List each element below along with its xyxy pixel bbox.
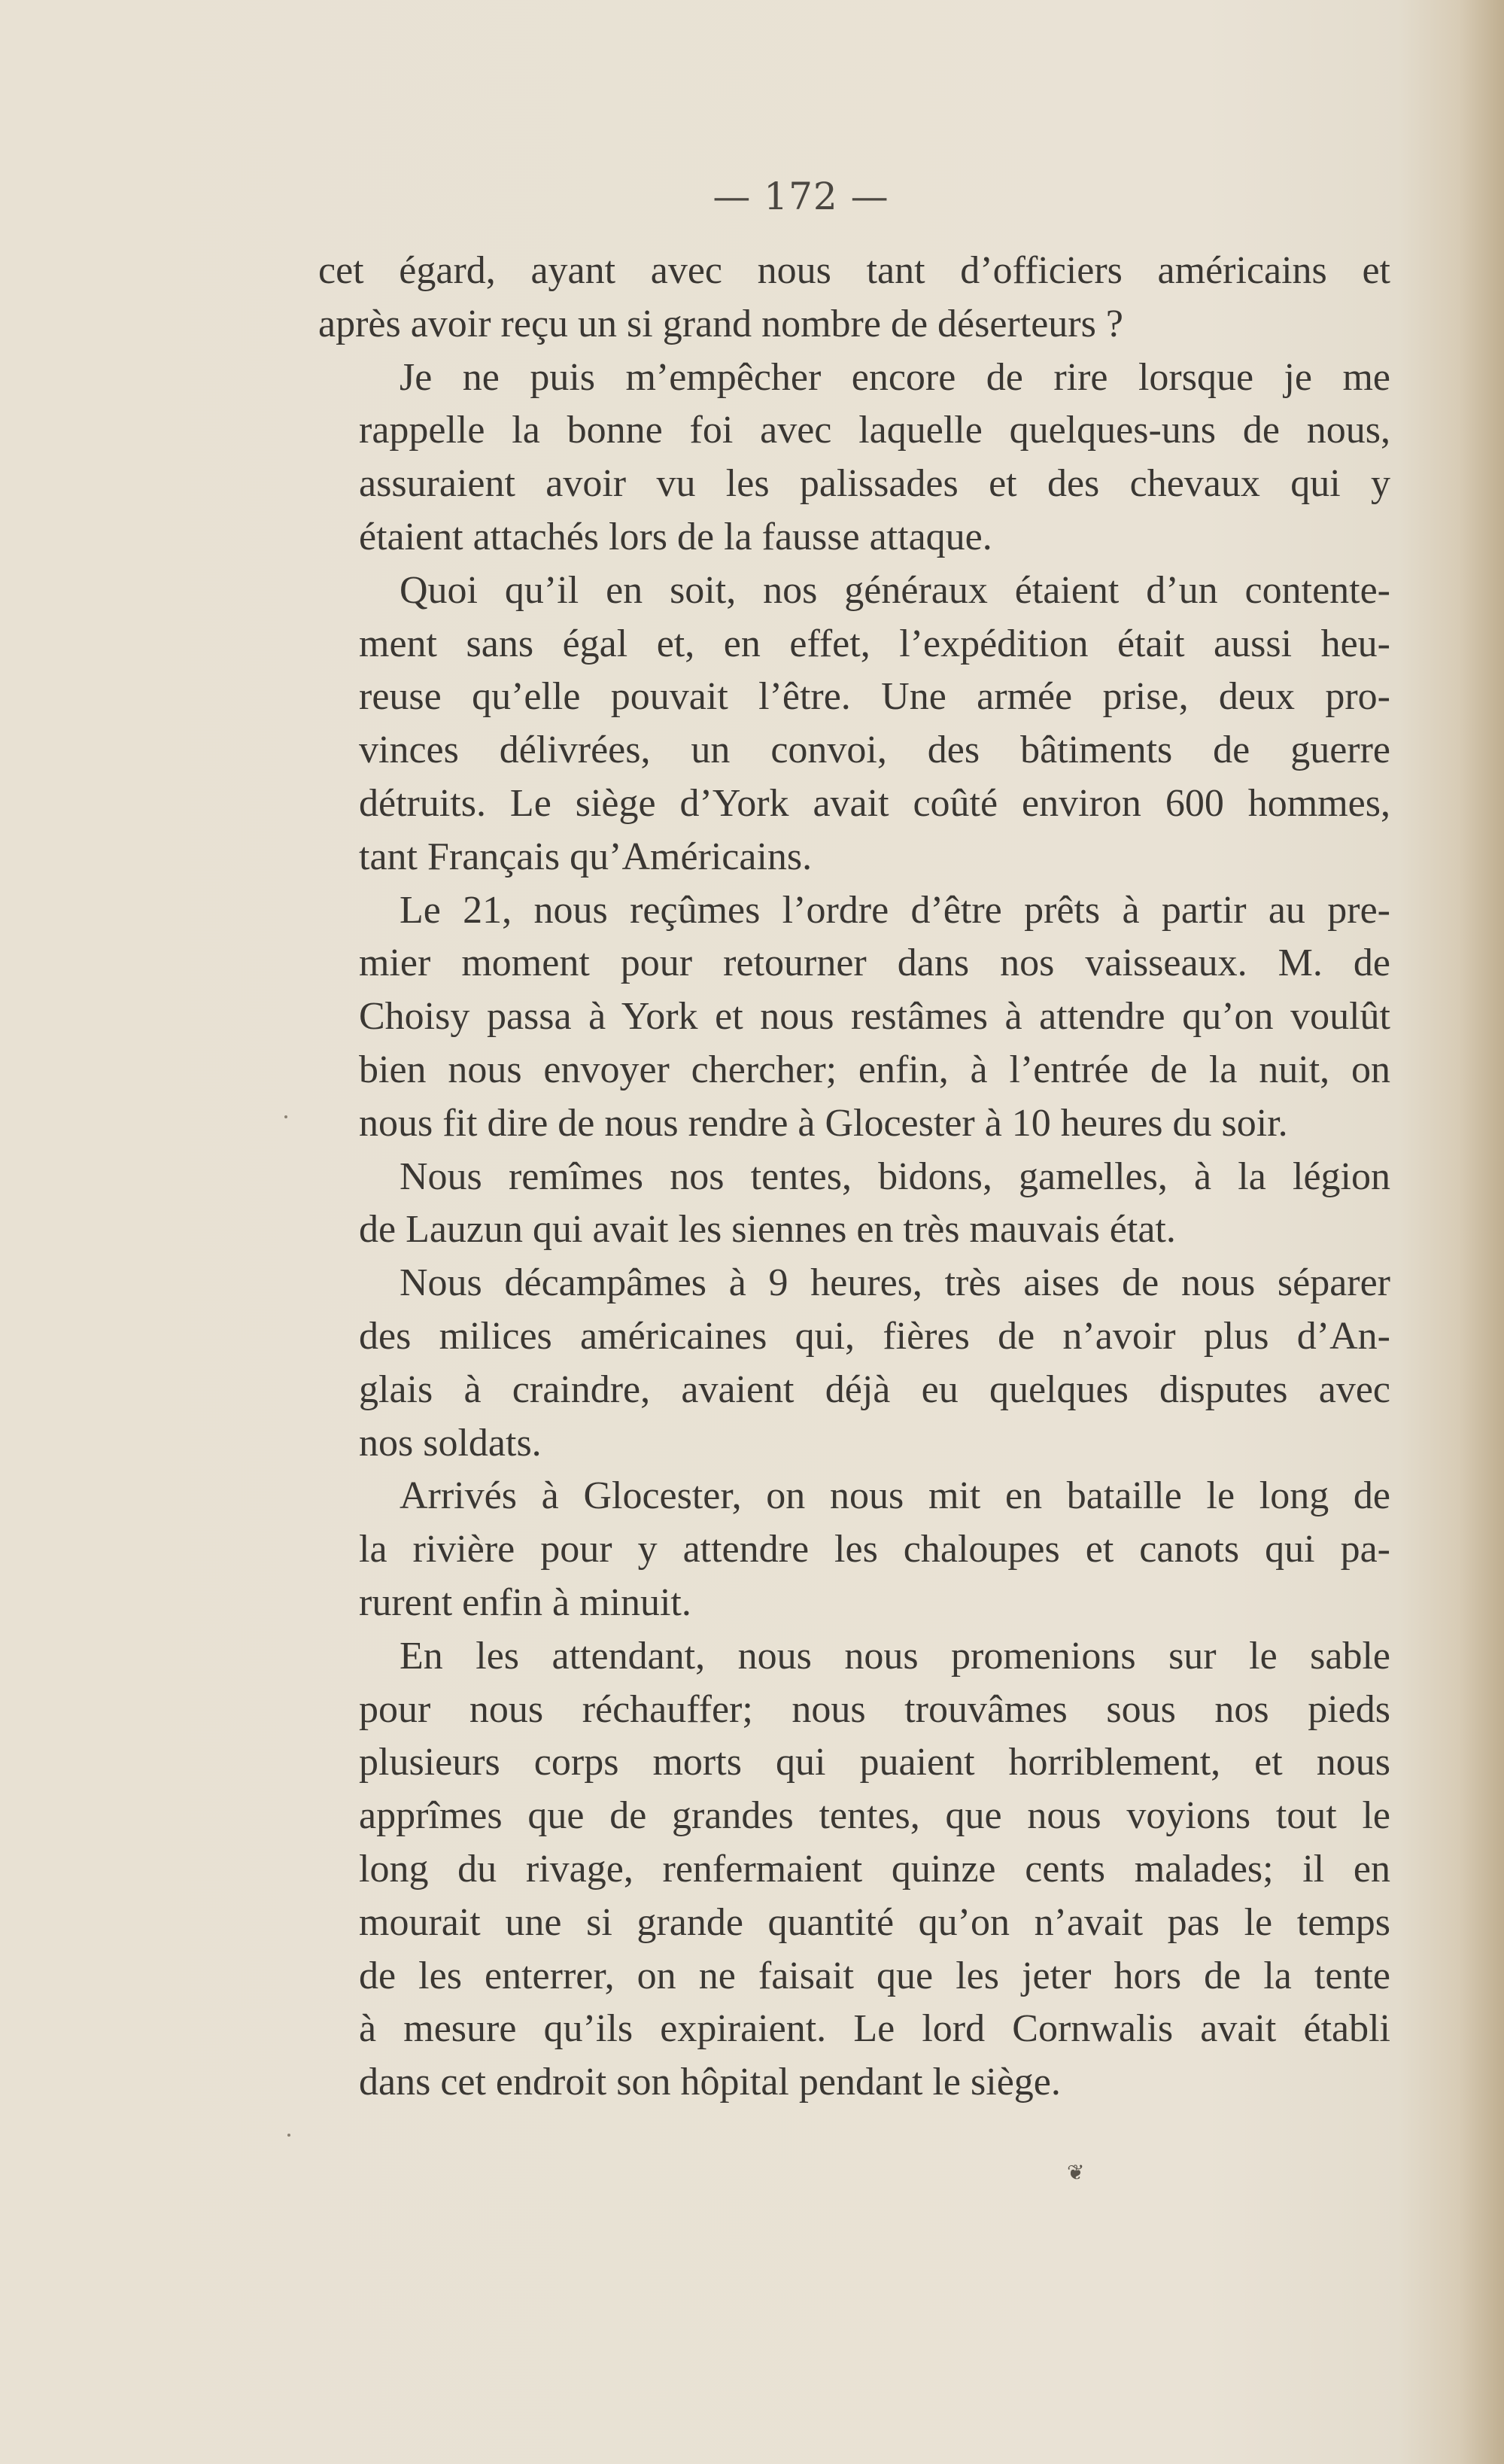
text-line: reuse qu’elle pouvait l’être. Une armée prise, deux pro- [359,675,1390,719]
text-line: long du rivage, renfermaient quinze cents malades; il en [359,1847,1390,1891]
text-line: assuraient avoir vu les palissades et des chevaux qui y [359,462,1390,506]
paragraph [318,1257,1390,1470]
text-line: Choisy passa à York et nous restâmes à attendre qu’on voulût [359,995,1390,1039]
paragraph [318,564,1390,884]
text-line: Quoi qu’il en soit, nos généraux étaient d’un contente- [400,568,1390,612]
paragraph [318,351,1390,564]
text-line: à mesure qu’ils expiraient. Le lord Cornwalis avait établi [359,2007,1390,2051]
text-line: cet égard, ayant avec nous tant d’officiers américains et [318,249,1390,292]
paragraph [318,884,1390,1151]
text-line: pour nous réchauffer; nous trouvâmes sous nos pieds [359,1687,1390,1731]
text-line: tant Français qu’Américains. [359,835,813,878]
text-line: étaient attachés lors de la fausse attaque. [359,515,992,558]
text-line: vinces délivrées, un convoi, des bâtiments de guerre [359,729,1390,772]
text-line: de les enterrer, on ne faisait que les jeter hors de la tente [359,1954,1390,1997]
text-line: rurent enfin à minuit. [359,1580,691,1624]
paragraph [318,1630,1390,2110]
text-line: après avoir reçu un si grand nombre de déserteurs ? [318,302,1123,345]
text-line: Je ne puis m’empêcher encore de rire lorsque je me [400,355,1390,399]
text-line: Le 21, nous reçûmes l’ordre d’être prêts à partir au pre- [400,888,1390,932]
page-number: — 172 — [713,175,889,218]
paper-speck [284,1115,287,1118]
paragraph [318,1470,1390,1629]
text-line: ment sans égal et, en effet, l’expédition était aussi heu- [359,622,1390,665]
text-line: En les attendant, nous nous promenions sur le sable [400,1634,1390,1678]
text-line: Arrivés à Glocester, on nous mit en bataille le long de [400,1474,1390,1518]
text-line: rappelle la bonne foi avec laquelle quelques-uns de nous, [359,409,1390,452]
text-line: nos soldats. [359,1421,542,1465]
text-line: de Lauzun qui avait les siennes en très mauvais état. [359,1208,1176,1252]
text-line: Nous remîmes nos tentes, bidons, gamelles, à la légion [400,1154,1390,1198]
text-line: détruits. Le siège d’York avait coûté environ 600 hommes, [359,781,1390,825]
text-line: nous fit dire de nous rendre à Glocester à 10 heures du soir. [359,1101,1288,1145]
paragraph [318,1151,1390,1258]
paper-speck [287,2134,290,2137]
text-line: mier moment pour retourner dans nos vaisseaux. M. de [359,941,1390,985]
ornament-mark: ❦ [1067,2160,1085,2185]
text-line: des milices américaines qui, fières de n’avoir plus d’An- [359,1314,1390,1358]
text-line: bien nous envoyer chercher; enfin, à l’entrée de la nuit, on [359,1048,1390,1091]
text-line: la rivière pour y attendre les chaloupes et canots qui pa- [359,1528,1390,1571]
text-line: dans cet endroit son hôpital pendant le siège. [359,2061,1061,2104]
text-line: plusieurs corps morts qui puaient horriblement, et nous [359,1741,1390,1784]
text-line: Nous décampâmes à 9 heures, très aises de nous séparer [400,1261,1390,1305]
paragraph [318,245,1390,351]
body-text [318,245,1390,2110]
text-line: glais à craindre, avaient déjà eu quelques disputes avec [359,1367,1390,1411]
text-line: apprîmes que de grandes tentes, que nous voyions tout le [359,1794,1390,1838]
text-line: mourait une si grande quantité qu’on n’avait pas le temps [359,1900,1390,1944]
